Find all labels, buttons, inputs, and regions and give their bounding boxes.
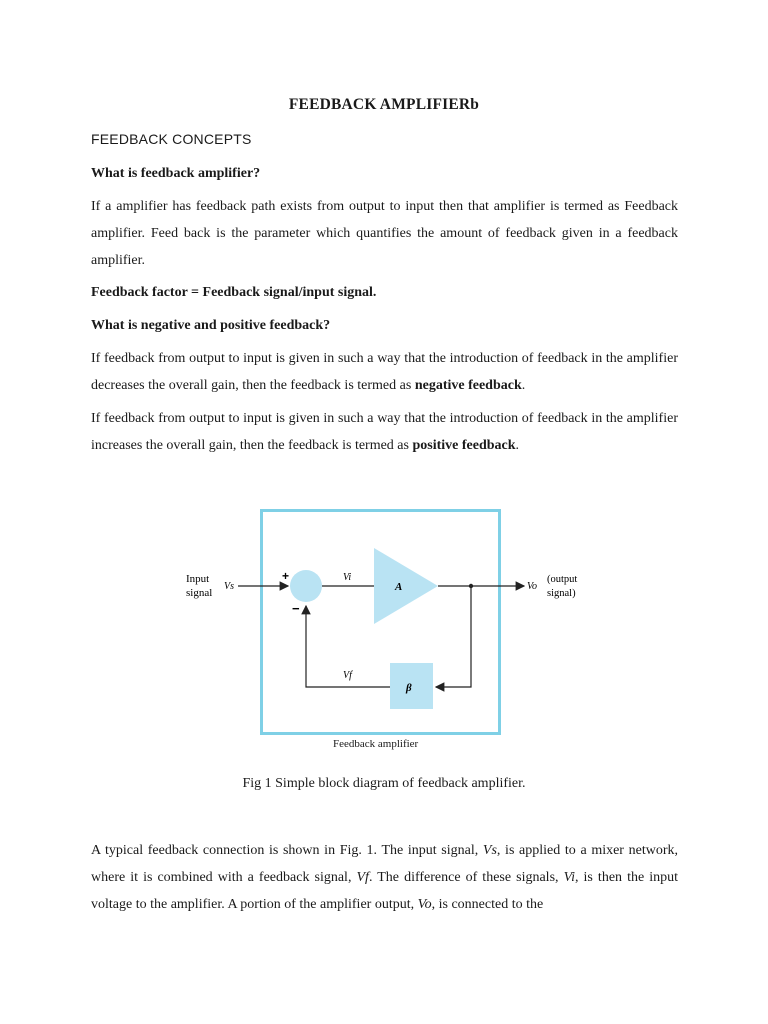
feedback-factor-formula: Feedback factor = Feedback signal/input signal. <box>91 285 377 300</box>
section-heading: FEEDBACK CONCEPTS <box>91 131 252 147</box>
vo-symbol: Vo <box>417 897 432 912</box>
vi-label: Vi <box>343 572 352 583</box>
positive-feedback-term: positive feedback <box>412 438 516 453</box>
document-title: FEEDBACK AMPLIFIERb <box>288 96 480 113</box>
amplifier-label: A <box>395 581 403 593</box>
output-label-1: (output <box>547 574 578 585</box>
paragraph-4 <box>91 837 678 918</box>
negative-feedback-term: negative feedback <box>414 378 522 393</box>
feedback-block-diagram <box>180 500 600 750</box>
paragraph-4-text-d: , is then the input voltage to the amplifier. A portion of the amplifier output, <box>91 870 679 912</box>
paragraph-3-text: If feedback from output to input is given in such a way that the introduction of feedback in the amplifier increases the overall gain, then the feedback is termed as <box>91 411 678 453</box>
figure-caption: Fig 1 Simple block diagram of feedback amplifier. <box>242 776 526 791</box>
question-heading-2: What is negative and positive feedback? <box>91 318 331 333</box>
vs-symbol: Vs <box>482 843 497 858</box>
paragraph-2 <box>91 345 678 399</box>
paragraph-4-text-b: , is applied to a mixer network, where it is combined with a feedback signal, <box>91 843 678 885</box>
mixer-circle <box>290 570 322 602</box>
feedback-path-right <box>436 586 471 687</box>
amplifier-triangle <box>374 548 438 624</box>
paragraph-2-end: . <box>521 378 526 393</box>
input-label-2: signal <box>186 587 213 599</box>
vf-label: Vf <box>343 670 352 681</box>
vs-label: Vs <box>224 581 234 592</box>
input-label-1: Input <box>186 573 210 585</box>
paragraph-2-text: If feedback from output to input is given in such a way that the introduction of feedback in the amplifier decreases the overall gain, then the feedback is termed as <box>91 351 678 393</box>
figure-label: Feedback amplifier <box>333 738 419 750</box>
question-heading-1: What is feedback amplifier? <box>91 166 261 181</box>
plus-sign: + <box>282 569 290 583</box>
output-label-2: signal) <box>547 588 576 599</box>
minus-sign: − <box>292 601 300 616</box>
paragraph-1: If a amplifier has feedback path exists from output to input then that amplifier is termed as Feedback amplifier. Feed back is the parameter which quantifies the amount of feedback given in a feedback amplifier. <box>91 199 678 268</box>
paragraph-3-end: . <box>515 438 520 453</box>
vi-symbol: Vi <box>563 870 575 885</box>
beta-label: β <box>406 682 412 694</box>
vf-symbol: Vf <box>356 870 369 885</box>
vo-label: Vo <box>527 581 537 592</box>
paragraph-3 <box>91 405 678 459</box>
paragraph-4-text-a: A typical feedback connection is shown in Fig. 1. The input signal, <box>91 843 483 858</box>
paragraph-4-text-e: , is connected to the <box>431 897 544 912</box>
paragraph-4-text-c: . The difference of these signals, <box>368 870 564 885</box>
